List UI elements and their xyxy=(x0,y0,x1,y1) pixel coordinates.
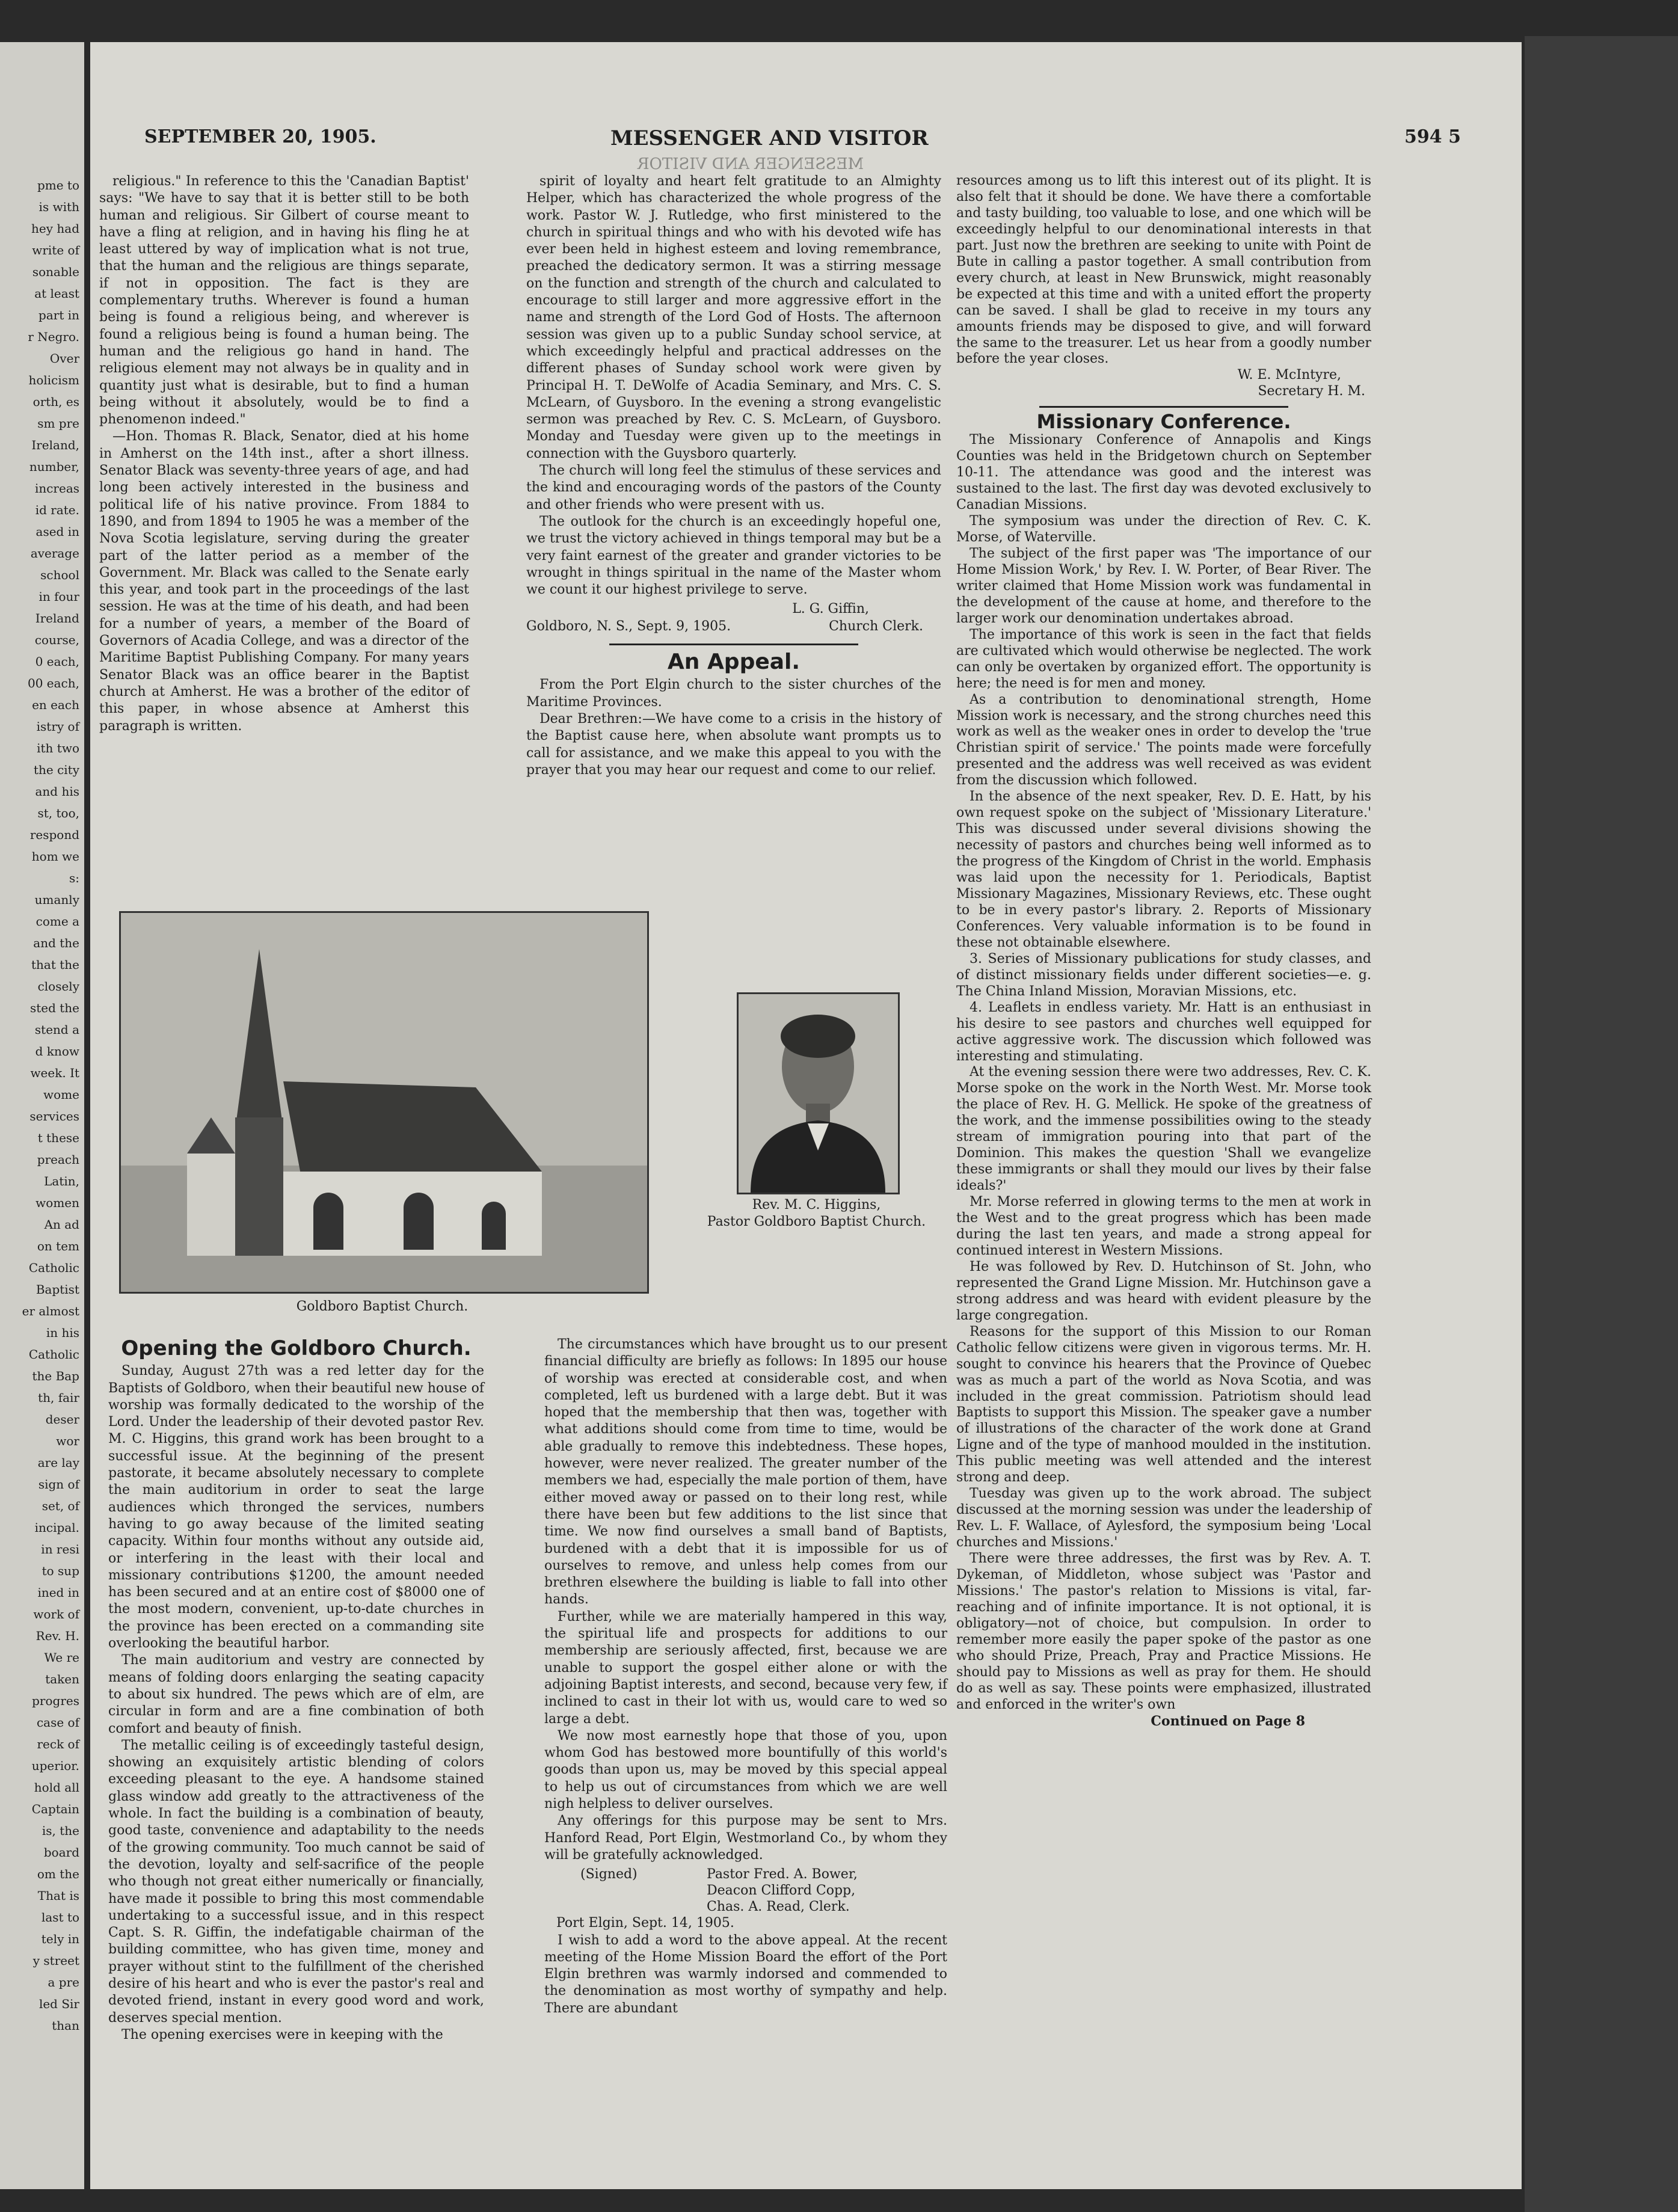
adjacent-page-text: ined in xyxy=(37,1585,79,1600)
col3-signer-title: Secretary H. M. xyxy=(1258,384,1365,399)
opening-paragraph: The metallic ceiling is of exceedingly tasteful design, showing an exquisitely artistic blending of colors exceeding pleasant to the eye. A handsome stained glass window add greatly to the attractiveness of the whole. In fact the building is a combination of beauty, good taste, convenience and adaptability to the needs of the growing community. Too much cannot be said of the devotion, loyalty and self-sacrifice of the people who though not great either numerically or financially, have made it possible to bring this most commendable undertaking to a successful issue, and in this respect Capt. S. R. Giffin, the indefatigable chairman of the building committee, who has given time, money and prayer without stint to the fulfillment of the cherished desire of his heart and who is ever the pastor's real and devoted friend, instant in every good word and work, deserves special mention. xyxy=(108,1737,484,2026)
adjacent-page-text: s: xyxy=(69,871,79,885)
adjacent-page-text: number, xyxy=(29,459,79,474)
column-3 xyxy=(956,173,1371,1730)
col2-signer: L. G. Giffin, xyxy=(792,601,869,617)
conference-paragraph: Mr. Morse referred in glowing terms to the men at work in the West and to the great progress which has been made during the last ten years, and made a strong appeal for continued interest in Western Missions. xyxy=(956,1194,1371,1258)
adjacent-page-text: reck of xyxy=(37,1737,79,1751)
adjacent-page-text: pme to xyxy=(37,178,79,192)
adjacent-page-text: sm pre xyxy=(37,416,79,431)
header-date: SEPTEMBER 20, 1905. xyxy=(144,126,376,147)
adjacent-page-text: is with xyxy=(38,200,79,214)
adjacent-page-text: to sup xyxy=(41,1564,79,1578)
adjacent-page-text: ased in xyxy=(35,524,79,539)
adjacent-page-text: course, xyxy=(34,633,79,647)
continued-note: Continued on Page 8 xyxy=(1151,1713,1305,1729)
adjacent-page-text: Ireland, xyxy=(31,438,79,452)
adjacent-page-text: and his xyxy=(35,784,79,799)
adjacent-page-text: t these xyxy=(37,1131,79,1145)
opening-paragraph: The main auditorium and vestry are connected by means of folding doors enlarging the seating capacity to about six hundred. The pews which are of elm, are circular in form and are a fine combination of both comfort and beauty of finish. xyxy=(108,1653,484,1736)
adjacent-page-text: the Bap xyxy=(32,1369,79,1383)
adjacent-page-text: sonable xyxy=(32,265,79,279)
col2-sign-place: Goldboro, N. S., Sept. 9, 1905. xyxy=(526,618,731,634)
portrait-photo xyxy=(737,992,900,1194)
adjacent-page-text: closely xyxy=(37,979,79,994)
adjacent-page-text: women xyxy=(35,1196,79,1210)
adjacent-page-text: and the xyxy=(33,936,79,950)
divider xyxy=(609,644,858,645)
adjacent-page-text: led Sir xyxy=(38,1997,79,2011)
header-page-number: 594 5 xyxy=(1404,126,1461,147)
appeal-paragraph: Dear Brethren:—We have come to a crisis in the history of the Baptist cause here, when absolute want prompts us to call for assistance, and we make this appeal to you with the prayer that you may hear our request and come to our relief. xyxy=(526,711,941,778)
adjacent-page-text: Captain xyxy=(31,1802,79,1816)
appeal-detail-paragraph: Further, while we are materially hampered in this way, the spiritual life and prospects for additions to our membership are seriously affected, first, because we are unable to support the gospel either alone or with the adjoining Baptist interests, and second, because very few, if inclined to cast in their lot with us, would care to wed so large a debt. xyxy=(544,1609,947,1727)
appeal-sign-place: Port Elgin, Sept. 14, 1905. xyxy=(556,1916,734,1931)
adjacent-page-text: on tem xyxy=(37,1239,79,1253)
adjacent-page-text: increas xyxy=(34,481,79,496)
adjacent-page-text: are lay xyxy=(37,1455,79,1470)
opening-paragraph: Sunday, August 27th was a red letter day for the Baptists of Goldboro, when their beautiful new house of worship was formally dedicated to the worship of the Lord. Under the leadership of their devoted pastor Rev. M. C. Higgins, this grand work has been brought to a successful issue. At the beginning of the present pastorate, it became absolutely necessary to complete the main auditorium in order to seat the large audiences which thronged the services, numbers having to go away because of the limited seating capacity. Within four months without any outside aid, or interfering in the least with their local and missionary contributions $1200, the amount needed has been secured and at an entire cost of $8000 one of the most modern, convenient, up-to-date churches in the province has been erected on a commanding site overlooking the beautiful harbor. xyxy=(108,1363,484,1651)
signed-label: (Signed) xyxy=(580,1867,638,1882)
adjacent-page-text: 00 each, xyxy=(27,676,79,690)
adjacent-page-text: preach xyxy=(37,1152,79,1167)
adjacent-page-text: progres xyxy=(32,1694,79,1708)
adjacent-page-text: stend a xyxy=(34,1022,79,1037)
adjacent-page-text: r Negro. xyxy=(28,330,79,344)
adjacent-page-text: er almost xyxy=(22,1304,79,1318)
conference-paragraph: Reasons for the support of this Mission to our Roman Catholic fellow citizens were given in vigorous terms. Mr. H. sought to convince his hearers that the Province of Quebec was as much a part of the world as Nova Scotia, and was included in the great commission. Patriotism should lead Baptists to support this Mission. The speaker gave a number of illustrations of the character of the work done at Grand Ligne and of the type of manhood moulded in the institution. This public meeting was well attended and the interest strong and deep. xyxy=(956,1324,1371,1485)
conference-paragraph: The Missionary Conference of Annapolis and Kings Counties was held in the Bridgetown church on September 10-11. The attendance was good and the interest was sustained to the last. The first day was devoted exclusively to Canadian Missions. xyxy=(956,432,1371,513)
adjacent-page-text: respond xyxy=(29,828,79,842)
conference-paragraph: In the absence of the next speaker, Rev. D. E. Hatt, by his own request spoke on the subject of 'Missionary Literature.' This was discussed under several divisions showing the necessity of pastors and churches being well informed as to the progress of the Kingdom of Christ in the world. Emphasis was laid upon the necessity for 1. Periodicals, Baptist Missionary Magazines, Missionary Reviews, etc. These ought to be in every pastor's library. 2. Reports of Missionary Conferences. Very valuable information is to be found in these not obtainable elsewhere. xyxy=(956,789,1371,950)
column-1-bottom xyxy=(108,1336,484,2044)
adjacent-page-text: write of xyxy=(32,243,79,257)
adjacent-page-text: hold all xyxy=(34,1780,79,1795)
adjacent-page-text: holicism xyxy=(28,373,79,387)
conference-paragraph: 3. Series of Missionary publications for study classes, and of distinct missionary fields under different societies—e. g. The China Inland Mission, Moravian Missions, etc. xyxy=(956,951,1371,999)
adjacent-page-text: istry of xyxy=(36,719,79,734)
adjacent-page-text: en each xyxy=(32,698,79,712)
adjacent-page-text: That is xyxy=(37,1888,79,1903)
adjacent-page-text: part in xyxy=(38,308,79,322)
adjacent-page-text: hey had xyxy=(31,221,79,236)
appeal-paragraph: From the Port Elgin church to the sister churches of the Maritime Provinces. xyxy=(526,677,941,710)
appeal-signer: Chas. A. Read, Clerk. xyxy=(707,1899,850,1915)
church-illustration xyxy=(121,913,647,1292)
col2-paragraph: The outlook for the church is an exceedingly hopeful one, we trust the victory achieved in things temporal may but be a very faint earnest of the greater and grander victories to be wrought in things spiritual in the name of the Master whom we count it our highest privilege to serve. xyxy=(526,514,941,598)
adjacent-page-text: st, too, xyxy=(37,806,79,820)
adjacent-page-text: Catholic xyxy=(28,1261,79,1275)
adjacent-page-text: case of xyxy=(36,1715,79,1730)
adjacent-page-text: that the xyxy=(31,957,79,972)
portrait-illustration xyxy=(739,994,898,1193)
divider xyxy=(1039,406,1288,408)
adjacent-page-text: Ireland xyxy=(35,611,79,625)
adjacent-page-strip xyxy=(0,42,84,2189)
adjacent-page-text: umanly xyxy=(34,892,79,907)
adjacent-page-text: 0 each, xyxy=(35,654,79,669)
adjacent-page-text: in his xyxy=(46,1326,79,1340)
col2-paragraph: spirit of loyalty and heart felt gratitude to an Almighty Helper, which has characterized the whole progress of the work. Pastor W. J. Rutledge, who first ministered to the church in spiritual things and who with his devoted wife has ever been held in highest esteem and loving remembrance, preached the dedicatory sermon. It was a stirring message on the function and strength of the church and calculated to encourage to still larger and more aggressive effort in the name and strength of the Lord God of Hosts. The afternoon session was given up to a public Sunday school service, at which exceedingly helpful and practical addresses on the different phases of Sunday school work were given by Principal H. T. DeWolfe of Acadia Seminary, and Mrs. C. S. McLearn, of Guysboro. In the evening a strong evangelistic sermon was preached by Rev. C. S. McLearn, of Guysboro. Monday and Tuesday were given up to the meetings in connection with the Guysboro quarterly. xyxy=(526,174,941,461)
header-title: MESSENGER AND VISITOR xyxy=(610,126,929,150)
adjacent-page-text: wome xyxy=(43,1087,79,1102)
adjacent-page-text: set, of xyxy=(41,1499,79,1513)
adjacent-page-text: Rev. H. xyxy=(35,1629,79,1643)
appeal-signer: Pastor Fred. A. Bower, xyxy=(707,1867,858,1882)
col3-signer: W. E. McIntyre, xyxy=(1237,367,1341,383)
appeal-detail-paragraph: We now most earnestly hope that those of you, upon whom God has bestowed more bountifully of this world's goods than upon us, may be moved by this special appeal to help us out of circumstances from which we are well nigh helpless to deliver ourselves. xyxy=(544,1728,947,1812)
opening-paragraph: The opening exercises were in keeping with the xyxy=(121,2027,443,2042)
adjacent-page-text: Baptist xyxy=(35,1282,79,1297)
church-photo xyxy=(119,911,649,1294)
church-caption: Goldboro Baptist Church. xyxy=(296,1299,469,1314)
adjacent-page-text: at least xyxy=(34,286,79,301)
adjacent-page-text: Catholic xyxy=(28,1347,79,1362)
adjacent-page-text: services xyxy=(29,1109,79,1123)
conference-paragraph: The symposium was under the direction of Rev. C. K. Morse, of Waterville. xyxy=(956,514,1371,545)
adjacent-page-text: than xyxy=(52,2018,79,2033)
conference-paragraph: He was followed by Rev. D. Hutchinson of St. John, who represented the Grand Ligne Mission. Mr. Hutchinson gave a strong address and was heard with evident pleasure by the large congregation. xyxy=(956,1259,1371,1323)
col1-paragraph: —Hon. Thomas R. Black, Senator, died at his home in Amherst on the 14th inst., after a short illness. Senator Black was seventy-three years of age, and had long been actively interested in the business and political life of his native province. From 1884 to 1890, and from 1894 to 1905 he was a member of the Nova Scotia legislature, serving during the greater part of the latter period as a member of the Government. Mr. Black was called to the Senate early this year, and took part in the proceedings of the last session. He was at the time of his death, and had been for a number of years, a member of the Board of Governors of Acadia College, and was a director of the Maritime Baptist Publishing Company. For many years Senator Black was an office bearer in the Baptist church at Amherst. He was a brother of the editor of this paper, in whose absence at Amherst this paragraph is written. xyxy=(99,429,469,734)
adjacent-page-text: orth, es xyxy=(32,395,79,409)
adjacent-page-text: d know xyxy=(35,1044,79,1058)
adjacent-page-text: in four xyxy=(38,589,79,604)
missionary-title: Missionary Conference. xyxy=(1036,410,1291,434)
portrait-caption xyxy=(662,1197,971,1230)
adjacent-page-text: We re xyxy=(44,1650,79,1665)
appeal-detail-paragraph: The circumstances which have brought us to our present financial difficulty are briefly as follows: In 1895 our house of worship was erected at considerable cost, and when completed, left us burdened with a large debt. But it was hoped that the membership that then was, together with what additions should come from time to time, would be able gradually to remove this indebtedness. These hopes, however, were never realized. The greater number of the members we had, especially the male portion of them, have either moved away or passed on to their long rest, while there have been but few additions to the list since that time. We now find ourselves a small band of Baptists, burdened with a debt that it is impossible for us of ourselves to remove, and unless help comes from our brethren elsewhere the building is liable to fall into other hands. xyxy=(544,1337,947,1608)
adjacent-page-text: om the xyxy=(37,1867,79,1881)
appeal-closing: I wish to add a word to the above appeal. At the recent meeting of the Home Mission Board the effort of the Port Elgin brethren was warmly indorsed and commended to the denomination as most worthy of sympathy and help. There are abundant xyxy=(544,1932,947,2016)
portrait-caption-name: Rev. M. C. Higgins, xyxy=(752,1197,881,1212)
adjacent-page-text: th, fair xyxy=(38,1390,79,1405)
conference-paragraph: The importance of this work is seen in the fact that fields are cultivated which would otherwise be neglected. The work can only be overtaken by organized effort. The opportunity is here; the need is for men and money. xyxy=(956,627,1371,691)
conference-paragraph: There were three addresses, the first was by Rev. A. T. Dykeman, of Middleton, whose subject was 'Pastor and Missions.' The pastor's relation to Missions is vital, far-reaching and of infinite importance. It is not optional, it is obligatory—not of choice, but compulsion. In order to remember more easily the paper spoke of the pastor as one who should Prize, Preach, Pray and Practice Missions. He should pay to Missions as well as pray for them. He should do as well as say. These points were emphasized, illustrated and enforced in the writer's own xyxy=(956,1551,1371,1712)
adjacent-page-text: last to xyxy=(41,1910,79,1925)
conference-paragraph: 4. Leaflets in endless variety. Mr. Hatt is an enthusiast in his desire to see pastors and churches well equipped for active aggressive work. The discussion which followed was interesting and stimulating. xyxy=(956,1000,1371,1064)
portrait-caption-role: Pastor Goldboro Baptist Church. xyxy=(707,1214,926,1229)
adjacent-page-text: deser xyxy=(45,1412,79,1427)
appeal-title: An Appeal. xyxy=(667,650,801,675)
adjacent-page-text: uperior. xyxy=(31,1759,79,1773)
adjacent-page-text: incipal. xyxy=(34,1520,79,1535)
adjacent-page-text: Over xyxy=(49,351,79,366)
adjacent-page-text: in resi xyxy=(41,1542,79,1556)
col1-paragraph: religious." In reference to this the 'Canadian Baptist' says: "We have to say that it is better still to be both human and religious. Sir Gilbert of course meant to have a fling at religion, and in having his fling he at least uttered by way of implication what is not true, that the human and the religious are things separate, if not in opposition. The fact is they are complementary truths. Wherever is found a human being is found a religious being, and wherever is found a religious being is found a human being. The human and the religious go hand in hand. The religious element may not always be in quality and in quantity just what is desirable, but to find a human being without it absolutely, would be to find a phenomenon indeed." xyxy=(99,174,469,428)
show-through-text: MESSENGER AND VISITOR xyxy=(638,155,864,173)
col2-sign-title: Church Clerk. xyxy=(829,618,923,634)
conference-paragraph: At the evening session there were two addresses, Rev. C. K. Morse spoke on the work in the North West. Mr. Morse took the place of Rev. H. G. Mellick. He spoke of the greatness of the work, and the immense possibilities owing to the steady stream of immigration pouring into that part of the Dominion. This makes the question 'Shall we evangelize these immigrants or shall they mould our lives by their false ideals?' xyxy=(956,1065,1371,1194)
adjacent-page-text: school xyxy=(40,568,79,582)
adjacent-page-text: Latin, xyxy=(44,1174,79,1188)
adjacent-page-text: hom we xyxy=(31,849,79,864)
conference-paragraph: Tuesday was given up to the work abroad. The subject discussed at the morning session was under the leadership of Rev. L. F. Wallace, of Aylesford, the symposium being 'Local churches and Missions.' xyxy=(956,1486,1371,1550)
adjacent-page-text: board xyxy=(43,1845,79,1860)
adjacent-page-text: the city xyxy=(33,763,79,777)
adjacent-page-text: come a xyxy=(35,914,79,929)
adjacent-page-text: y street xyxy=(32,1953,79,1968)
adjacent-page-text: a pre xyxy=(48,1975,79,1989)
column-2-bottom xyxy=(544,1336,947,2017)
opening-title: Opening the Goldboro Church. xyxy=(121,1336,472,1360)
column-1-top xyxy=(99,173,469,735)
conference-paragraph: As a contribution to denominational strength, Home Mission work is necessary, and the strong churches need this work as well as the weaker ones in order to develop the 'true Christian spirit of service.' The points made were forcefully presented and the address was well received as was evident from the discussion which followed. xyxy=(956,692,1371,788)
appeal-signer: Deacon Clifford Copp, xyxy=(707,1883,856,1899)
conference-paragraph: The subject of the first paper was 'The importance of our Home Mission Work,' by Rev. I. W. Porter, of Bear River. The writer claimed that Home Mission work was fundamental in the development of the cause at home, and therefore to the larger work our denomination undertakes abroad. xyxy=(956,545,1371,626)
adjacent-page-text: id rate. xyxy=(35,503,79,517)
col3-top-paragraph: resources among us to lift this interest out of its plight. It is also felt that it should be done. We have there a comfortable and tasty building, too valuable to lose, and one which will be exceedingly helpful to our denominational interests in that part. Just now the brethren are seeking to unite with Point de Bute in calling a pastor together. A small contribution from every church, at least in New Brunswick, might reasonably be expected at this time and with a united effort the property can be saved. I shall be glad to receive in my tours any amounts friends may be disposed to give, and will forward the same to the treasurer. Let us hear from a goodly number before the year closes. xyxy=(956,173,1371,367)
adjacent-page-text: ith two xyxy=(37,741,79,755)
col2-paragraph: The church will long feel the stimulus of these services and the kind and encouraging words of the pastors of the County and other friends who were present with us. xyxy=(526,463,941,512)
adjacent-page-text: week. It xyxy=(30,1066,79,1080)
adjacent-page-text: is, the xyxy=(41,1823,79,1838)
adjacent-page-text: sign of xyxy=(38,1477,79,1492)
column-2-top xyxy=(526,173,941,779)
adjacent-page-text: An ad xyxy=(44,1217,79,1232)
adjacent-page-text: wor xyxy=(56,1434,79,1448)
adjacent-page-text: sted the xyxy=(29,1001,79,1015)
scan-edge xyxy=(1525,36,1678,2212)
adjacent-page-text: work of xyxy=(33,1607,79,1621)
adjacent-page-text: average xyxy=(30,546,79,561)
appeal-detail-paragraph: Any offerings for this purpose may be sent to Mrs. Hanford Read, Port Elgin, Westmorland Co., by whom they will be gratefully acknowledged. xyxy=(544,1813,947,1863)
adjacent-page-text: tely in xyxy=(41,1932,79,1946)
adjacent-page-text: taken xyxy=(45,1672,79,1686)
